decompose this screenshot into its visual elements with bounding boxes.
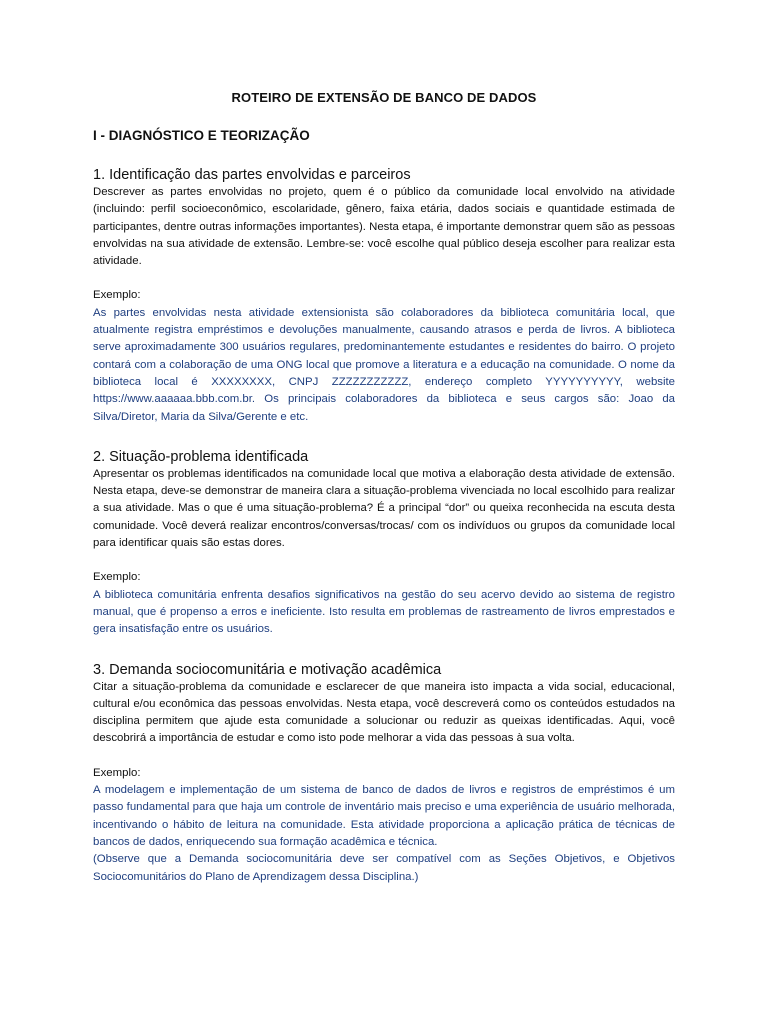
document-page: [93, 88, 675, 886]
document-title: ROTEIRO DE EXTENSÃO DE BANCO DE DADOS: [231, 90, 537, 105]
example-text: A modelagem e implementação de um sistema de banco de dados de livros e registros de empréstimos é um passo fundamental para que haja um controle de inventário mais preciso e uma experiência de usuário melhorada, incentivando o hábito de leitura na comunidade. Esta atividade proporciona a aplicação prática de técnicas de bancos de dados, enriquecendo sua formação acadêmica e técnica.: [93, 784, 675, 848]
example-label: Exemplo:: [93, 571, 141, 584]
example-text: A biblioteca comunitária enfrenta desafios significativos na gestão do seu acervo devido ao sistema de registro manual, que é propenso a erros e ineficiente. Isto resulta em problemas de rastreamento de livros emprestados e gera insatisfação entre os usuários.: [93, 588, 675, 636]
example-text: As partes envolvidas nesta atividade extensionista são colaboradores da biblioteca comunitária local, que atualmente registra empréstimos e devoluções manualmente, causando atrasos e perda de livros. A biblioteca serve aproximadamente 300 usuários regulares, predominantemente estudantes e residentes do bairro. O projeto contará com a colaboração de uma ONG local que promove a literatura e a educação na comunidade. O nome da biblioteca local é XXXXXXXX, CNPJ ZZZZZZZZZZZ, endereço completo YYYYYYYYYY, website https://www.aaaaaa.bbb.com.br. Os principais colaboradores da biblioteca e seus cargos são: Joao da Silva/Diretor, Maria da Silva/Gerente e etc.: [93, 306, 675, 423]
section-heading: 1. Identificação das partes envolvidas e parceiros: [93, 167, 411, 183]
example-note: (Observe que a Demanda sociocomunitária deve ser compatível com as Seções Objetivos, e Objetivos Sociocomunitários do Plano de Aprendizagem dessa Disciplina.): [93, 853, 675, 883]
section-body: Apresentar os problemas identificados na comunidade local que motiva a elaboração desta atividade de extensão. Nesta etapa, deve-se demonstrar de maneira clara a situação-problema vivenciada no local escolhido para realizar a sua atividade. Mas o que é uma situação-problema? É a principal “dor” ou queixa reconhecida na escuta desta comunidade. Você deverá realizar encontros/conversas/trocas/ com os indivíduos ou grupos da comunidade local para identificar quais são estas dores.: [93, 467, 675, 550]
section-situacao-problema: [93, 448, 675, 639]
section-heading: 2. Situação-problema identificada: [93, 448, 309, 465]
spacer: [93, 748, 675, 765]
section-identificacao: [93, 166, 675, 426]
spacer: [93, 552, 675, 569]
part-heading: I - DIAGNÓSTICO E TEORIZAÇÃO: [93, 128, 310, 143]
section-body: Descrever as partes envolvidas no projeto, quem é o público da comunidade local envolvido na atividade (incluindo: perfil socioeconômico, escolaridade, gênero, faixa etária, dados sociais e quantidade estimada de participantes, dentre outras informações importantes). Nesta etapa, é importante demonstrar quem são as pessoas envolvidas na sua atividade de extensão. Lembre-se: você escolhe qual público deseja escolher para realizar esta atividade.: [93, 186, 675, 268]
example-label: Exemplo:: [93, 289, 141, 302]
section-demanda-sociocomunitaria: [93, 661, 675, 886]
example-label: Exemplo:: [93, 766, 141, 779]
section-body: Citar a situação-problema da comunidade e esclarecer de que maneira isto impacta a vida social, educacional, cultural e/ou econômica das pessoas envolvidas. Nesta etapa, você descreverá como os conteúdos estudados na disciplina permitem que ajude esta comunidade a solucionar ou reduzir as queixas identificadas. Aqui, você descobrirá a importância de estudar e como isto pode melhorar a vida das pessoas à sua volta.: [93, 680, 675, 745]
spacer: [93, 270, 675, 287]
section-heading: 3. Demanda sociocomunitária e motivação acadêmica: [93, 661, 442, 678]
